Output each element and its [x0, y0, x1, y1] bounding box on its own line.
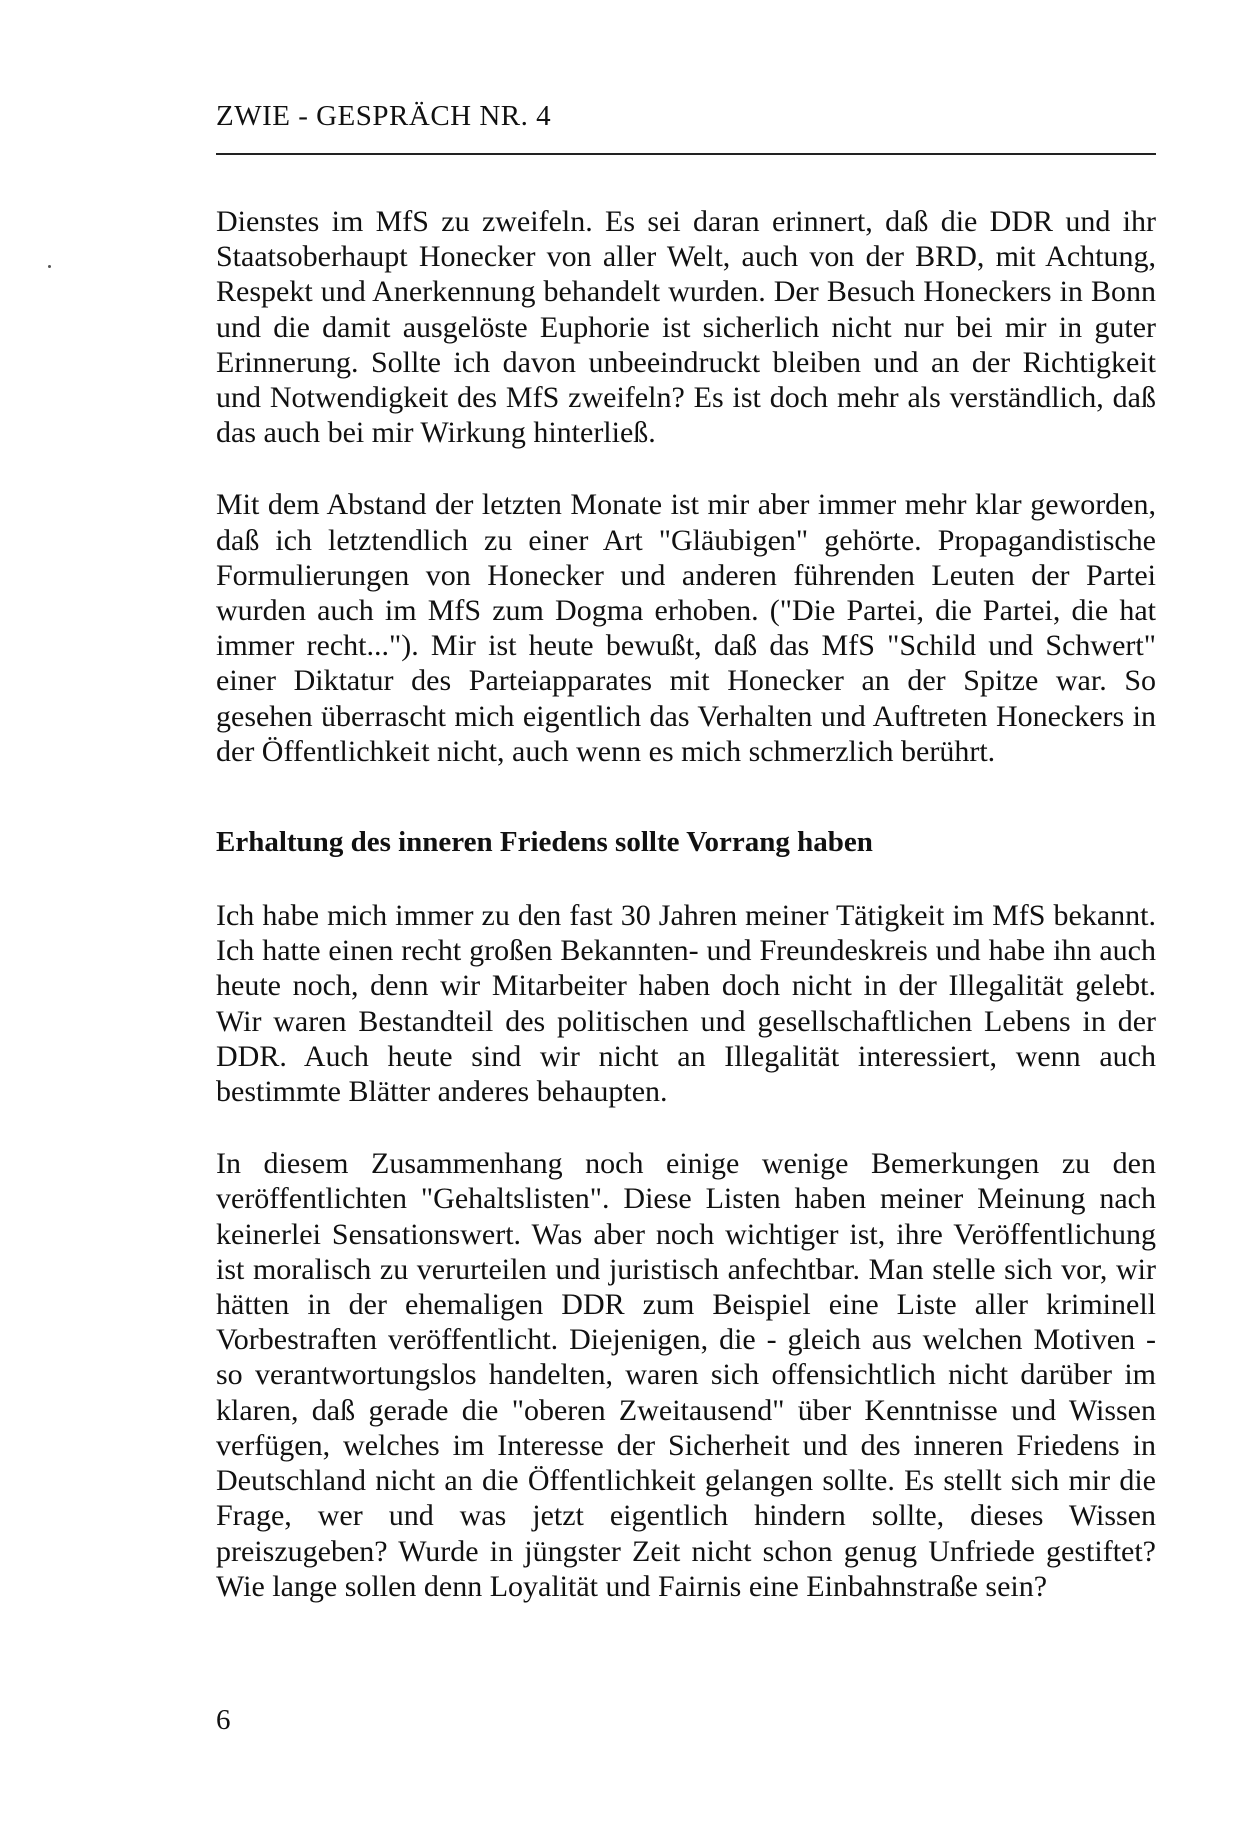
scan-speck: [48, 265, 51, 268]
paragraph: Dienstes im MfS zu zweifeln. Es sei daran erinnert, daß die DDR und ihr Staatsoberhaupt Honecker von aller Welt, auch von der BRD, mit Achtung, Respekt und Anerkennung behandelt wurden. Der Besuch Honeckers in Bonn und die damit ausgelöste Euphorie ist sicherlich nicht nur bei mir in guter Erinnerung. Sollte ich davon unbeeindruckt bleiben und an der Richtigkeit und Notwendigkeit des MfS zweifeln? Es ist doch mehr als verständlich, daß das auch bei mir Wirkung hinterließ.: [216, 205, 1156, 450]
paragraph: Mit dem Abstand der letzten Monate ist mir aber immer mehr klar geworden, daß ich letztendlich zu einer Art "Gläubigen" gehörte. Propagandistische Formulierungen von Honecker und anderen führenden Leuten der Partei wurden auch im MfS zum Dogma erhoben. ("Die Partei, die Partei, die hat immer recht..."). Mir ist heute bewußt, daß das MfS "Schild und Schwert" einer Diktatur des Parteiapparates mit Honecker an der Spitze war. So gesehen überrascht mich eigentlich das Verhalten und Auftreten Honeckers in der Öffentlichkeit nicht, auch wenn es mich schmerzlich berührt.: [216, 488, 1156, 768]
paragraph: Ich habe mich immer zu den fast 30 Jahren meiner Tätigkeit im MfS bekannt. Ich hatte einen recht großen Bekannten- und Freundeskreis und habe ihn auch heute noch, denn wir Mitarbeiter haben doch nicht in der Illegalität gelebt. Wir waren Bestandteil des politischen und gesellschaftlichen Lebens in der DDR. Auch heute sind wir nicht an Illegalität interessiert, wenn auch bestimmte Blätter anderes behaupten.: [216, 899, 1156, 1109]
section-heading: Erhaltung des inneren Friedens sollte Vorrang haben: [216, 826, 873, 859]
body-text: [216, 204, 1156, 1604]
page-number: 6: [216, 1704, 231, 1736]
running-header: ZWIE - GESPRÄCH NR. 4: [216, 100, 552, 132]
paragraph: In diesem Zusammenhang noch einige wenige Bemerkungen zu den veröffentlichten "Gehaltslisten". Diese Listen haben meiner Meinung nach keinerlei Sensationswert. Was aber noch wichtiger ist, ihre Veröffentlichung ist moralisch zu verurteilen und juristisch anfechtbar. Man stelle sich vor, wir hätten in der ehemaligen DDR zum Beispiel eine Liste aller kriminell Vorbestraften veröffentlicht. Diejenigen, die - gleich aus welchen Motiven - so verantwortungslos handelten, waren sich offensichtlich nicht darüber im klaren, daß gerade die "oberen Zweitausend" über Kenntnisse und Wissen verfügen, welches im Interesse der Sicherheit und des inneren Friedens in Deutschland nicht an die Öffentlichkeit gelangen sollte. Es stellt sich mir die Frage, wer und was jetzt eigentlich hindern sollte, dieses Wissen preiszugeben? Wurde in jüngster Zeit nicht schon genug Unfriede gestiftet? Wie lange sollen denn Loyalität und Fairnis eine Einbahnstraße sein?: [216, 1147, 1156, 1603]
header-rule: [216, 153, 1156, 155]
